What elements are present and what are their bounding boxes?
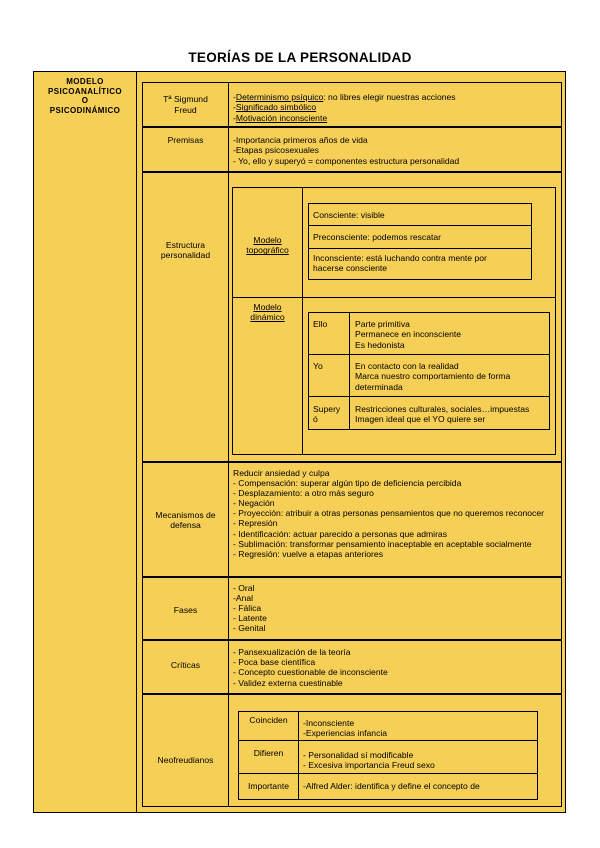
list-item: -Determinismo psíquico: no libres elegir nuestras acciones xyxy=(233,92,456,102)
list-item: - Concepto cuestionable de inconsciente xyxy=(233,667,388,678)
neofreudianos-name: Difieren xyxy=(253,747,284,758)
line: Permanece en inconsciente xyxy=(355,329,462,340)
neofreudianos-name: Importante xyxy=(247,780,290,791)
row-divider xyxy=(228,640,229,694)
list-item: - Represión xyxy=(233,518,278,529)
dinamico-lines xyxy=(355,361,535,392)
label-line: topográfico xyxy=(246,245,289,256)
label-line: Modelo xyxy=(253,302,282,312)
list-item: - Proyección: atribuir a otras personas pensamientos que no queremos reconocer xyxy=(233,508,544,519)
sigmund-items xyxy=(233,92,558,123)
topografico-item: Inconsciente: está luchando contra mente por hacerse consciente xyxy=(313,253,487,274)
list-item: - Latente xyxy=(233,613,267,623)
row-divider xyxy=(228,127,229,172)
table-divider xyxy=(308,396,550,397)
list-item: Reducir ansiedad y culpa xyxy=(233,468,330,478)
line: Restricciones culturales, sociales…impuestas xyxy=(355,404,530,414)
model-label-line: MODELO xyxy=(66,77,104,86)
label-line: Modelo xyxy=(253,235,282,245)
row-label-line: Tª Sigmund xyxy=(163,94,208,105)
model-label-line: PSICOANALÍTICO xyxy=(47,86,123,96)
list-item: - Yo, ello y superyó = componentes estructura personalidad xyxy=(233,155,460,166)
row-label-line: Freud xyxy=(174,104,197,115)
item-term: Significado simbólico xyxy=(235,102,317,113)
list-item: - Oral xyxy=(233,583,255,593)
page-title: TEORÍAS DE LA PERSONALIDAD xyxy=(188,50,412,65)
row-label-line: Estructura xyxy=(165,239,206,250)
list-item: - Genital xyxy=(233,623,266,633)
row-label-text: Críticas xyxy=(170,659,201,670)
line: Imagen ideal que el YO quiere ser xyxy=(355,414,486,425)
row-label-text: Fases xyxy=(173,604,198,615)
model-label xyxy=(34,77,136,115)
premisas-items xyxy=(233,135,558,166)
list-item: -Anal xyxy=(233,593,254,603)
list-item: -Importancia primeros años de vida xyxy=(233,135,368,145)
topografico-item: Preconsciente: podemos rescatar xyxy=(313,232,442,242)
row-label-text: Premisas xyxy=(167,135,204,146)
line: En contacto con la realidad xyxy=(355,361,459,371)
line: -Inconsciente xyxy=(303,718,355,728)
inner-divider-horizontal xyxy=(232,297,556,298)
dinamico-lines xyxy=(355,404,548,425)
row-label-mecanismos xyxy=(143,500,228,540)
line: Marca nuestro comportamiento de forma determinada xyxy=(355,371,511,392)
list-item: -Significado simbólico xyxy=(233,102,317,113)
table-divider-vertical xyxy=(349,312,350,430)
table-divider xyxy=(308,354,550,355)
dinamico-name: Superyó xyxy=(313,404,341,425)
modelo-dinamico-label xyxy=(233,302,302,323)
list-item: - Desplazamiento: a otro más seguro xyxy=(233,488,374,499)
list-item: -Motivación inconsciente xyxy=(233,112,328,123)
topografico-item: Consciente: visible xyxy=(313,210,385,220)
table-divider xyxy=(238,740,538,741)
row-label-sigmund xyxy=(143,83,228,126)
list-item: - Regresión: vuelve a etapas anteriores xyxy=(233,548,383,559)
row-label-line: defensa xyxy=(170,520,201,530)
row-label-premisas xyxy=(143,128,228,153)
row-divider xyxy=(228,462,229,577)
mecanismos-items xyxy=(233,468,555,559)
fases-items xyxy=(233,583,553,633)
label-line: dinámico xyxy=(250,312,285,323)
dinamico-name: Yo xyxy=(313,361,323,371)
row-divider xyxy=(228,172,229,462)
item-text: : no libres elegir nuestras acciones xyxy=(323,92,456,102)
criticas-items xyxy=(233,647,553,688)
model-label-line: PSICODINÁMICO xyxy=(49,105,121,115)
neofreudianos-lines xyxy=(303,718,535,739)
line: -Experiencias infancia xyxy=(303,728,388,739)
list-item: - Compensación: superar algún tipo de deficiencia percibida xyxy=(233,478,462,489)
list-item: - Pansexualización de la teoría xyxy=(233,647,351,657)
list-item: - Fálica xyxy=(233,603,262,613)
row-divider xyxy=(228,577,229,640)
row-divider xyxy=(228,82,229,127)
list-item: -Etapas psicosexuales xyxy=(233,145,319,156)
item-term: Determinismo psíquico xyxy=(235,92,324,102)
model-divider xyxy=(136,71,137,813)
row-label-line: Mecanismos de xyxy=(155,509,216,520)
dinamico-name: Ello xyxy=(313,319,328,329)
line: - Excesiva importancia Freud sexo xyxy=(303,760,435,771)
table-divider xyxy=(308,225,532,226)
row-label-fases xyxy=(143,600,228,620)
neofreudianos-lines xyxy=(303,781,536,791)
model-label-line: O xyxy=(81,96,89,106)
list-item: - Poca base científica xyxy=(233,657,316,668)
list-item: - Negación xyxy=(233,498,275,509)
table-divider xyxy=(308,248,532,249)
row-label-line: personalidad xyxy=(160,250,211,260)
neofreudianos-name: Coinciden xyxy=(249,714,288,725)
line: -Alfred Alder: identifica y define el concepto de xyxy=(303,781,480,791)
table-divider-vertical xyxy=(298,711,299,800)
row-label-neofreudianos xyxy=(143,750,228,770)
row-label-estructura xyxy=(143,225,228,275)
row-label-text: Neofreudianos xyxy=(157,754,214,765)
line: Es hedonista xyxy=(355,339,405,350)
item-term: Motivación inconsciente xyxy=(235,112,328,123)
row-divider xyxy=(228,694,229,807)
line: Parte primitiva xyxy=(355,319,410,329)
dinamico-lines xyxy=(355,319,548,350)
list-item: - Identificación: actuar parecido a personas que admiras xyxy=(233,528,448,539)
list-item: - Validez externa cuestinable xyxy=(233,677,343,688)
list-item: - Sublimación: transformar pensamiento inaceptable en aceptable socialmente xyxy=(233,538,532,549)
row-label-criticas xyxy=(143,655,228,675)
table-divider xyxy=(238,773,538,774)
neofreudianos-lines xyxy=(303,750,535,771)
line: - Personalidad sí modificable xyxy=(303,750,414,760)
modelo-topografico-label xyxy=(233,235,302,256)
inner-divider-vertical xyxy=(302,187,303,455)
